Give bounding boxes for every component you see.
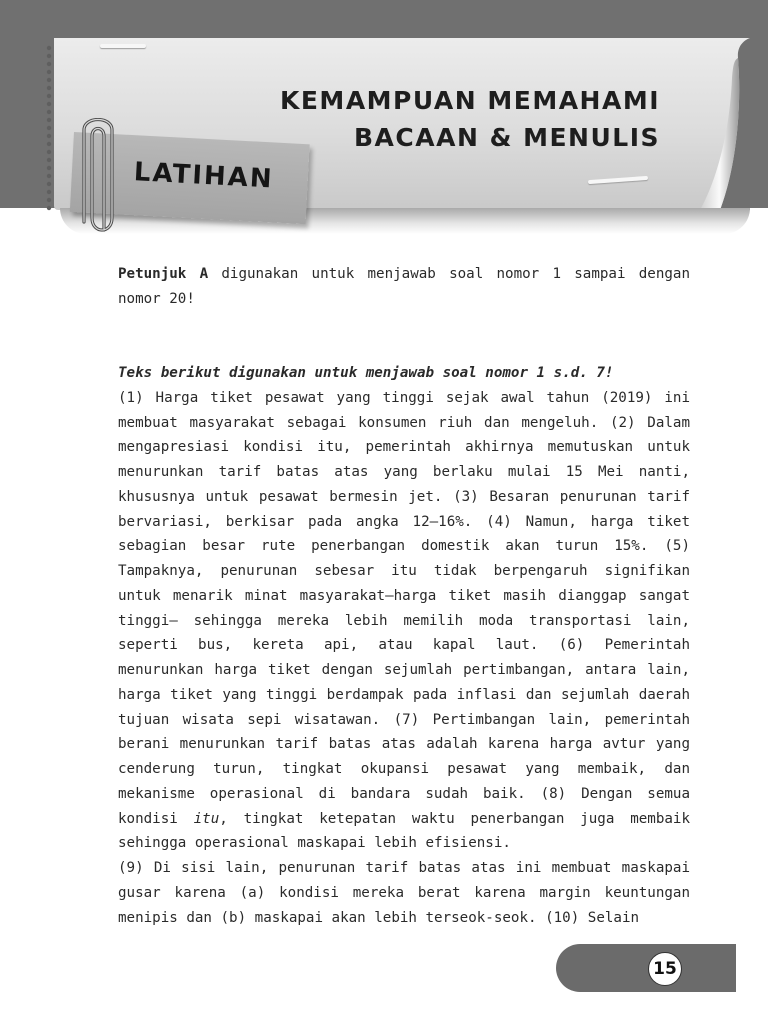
decorative-line [100,44,146,48]
tag-label: LATIHAN [133,157,275,195]
title-line-1: KEMAMPUAN MEMAHAMI [279,86,660,115]
passage-paragraph-1 [118,386,690,856]
page-title [280,82,660,156]
page-content [118,262,690,930]
paragraph-1-italic: itu [193,810,220,827]
paperclip-icon [78,118,118,240]
paragraph-1-text: (1) Harga tiket pesawat yang tinggi sejak awal tahun (2019) ini membuat masyarakat sebagai konsumen riuh dan mengeluh. (2) Dalam mengapresiasi kondisi itu, pemerintah akhirnya memutuskan untuk menurunkan tarif batas atas yang berlaku mulai 15 Mei nanti, khususnya untuk pesawat bermesin jet. (3) Besaran penurunan tarif bervariasi, berkisar pada angka 12—16%. (4) Namun, harga tiket sebagian besar rute penerbangan domestik akan turun 15%. (5) Tampaknya, penurunan sebesar itu tidak berpengaruh signifikan untuk menarik minat masyarakat—harga tiket masih dianggap sangat tinggi— sehingga mereka lebih memilih moda transportasi lain, seperti bus, kereta api, atau kapal laut. (6) Pemerintah menurunkan harga tiket dengan sejumlah pertimbangan, antara lain, harga tiket yang tinggi berdampak pada inflasi dan sejumlah daerah tujuan wisata sepi wisatawan. (7) Pertimbangan lain, pemerintah berani menurunkan tarif batas atas adalah karena harga avtur yang cenderung turun, tingkat okupansi pesawat yang membaik, dan mekanisme operasional di bandara sudah baik. (8) Dengan semua kondisi [118,389,690,827]
page-curl-decoration [690,38,750,210]
passage-heading: Teks berikut digunakan untuk menjawab soal nomor 1 s.d. 7! [118,365,614,381]
paragraph-1-text-end: , tingkat ketepatan waktu penerbangan juga membaik sehingga operasional maskapai lebih efisiensi. [118,810,690,852]
title-line-2: BACAAN & MENULIS [354,123,660,152]
page-number: 15 [648,952,682,986]
instruction-label: Petunjuk A [118,266,209,282]
instruction-text: digunakan untuk menjawab soal nomor 1 sampai dengan nomor 20! [118,266,690,307]
instruction [118,262,690,312]
passage-paragraph-2: (9) Di sisi lain, penurunan tarif batas atas ini membuat maskapai gusar karena (a) kondisi mereka berat karena margin keuntungan menipis dan (b) maskapai akan lebih terseok-seok. (10) Selain [118,860,690,926]
footer-tab [556,944,736,992]
